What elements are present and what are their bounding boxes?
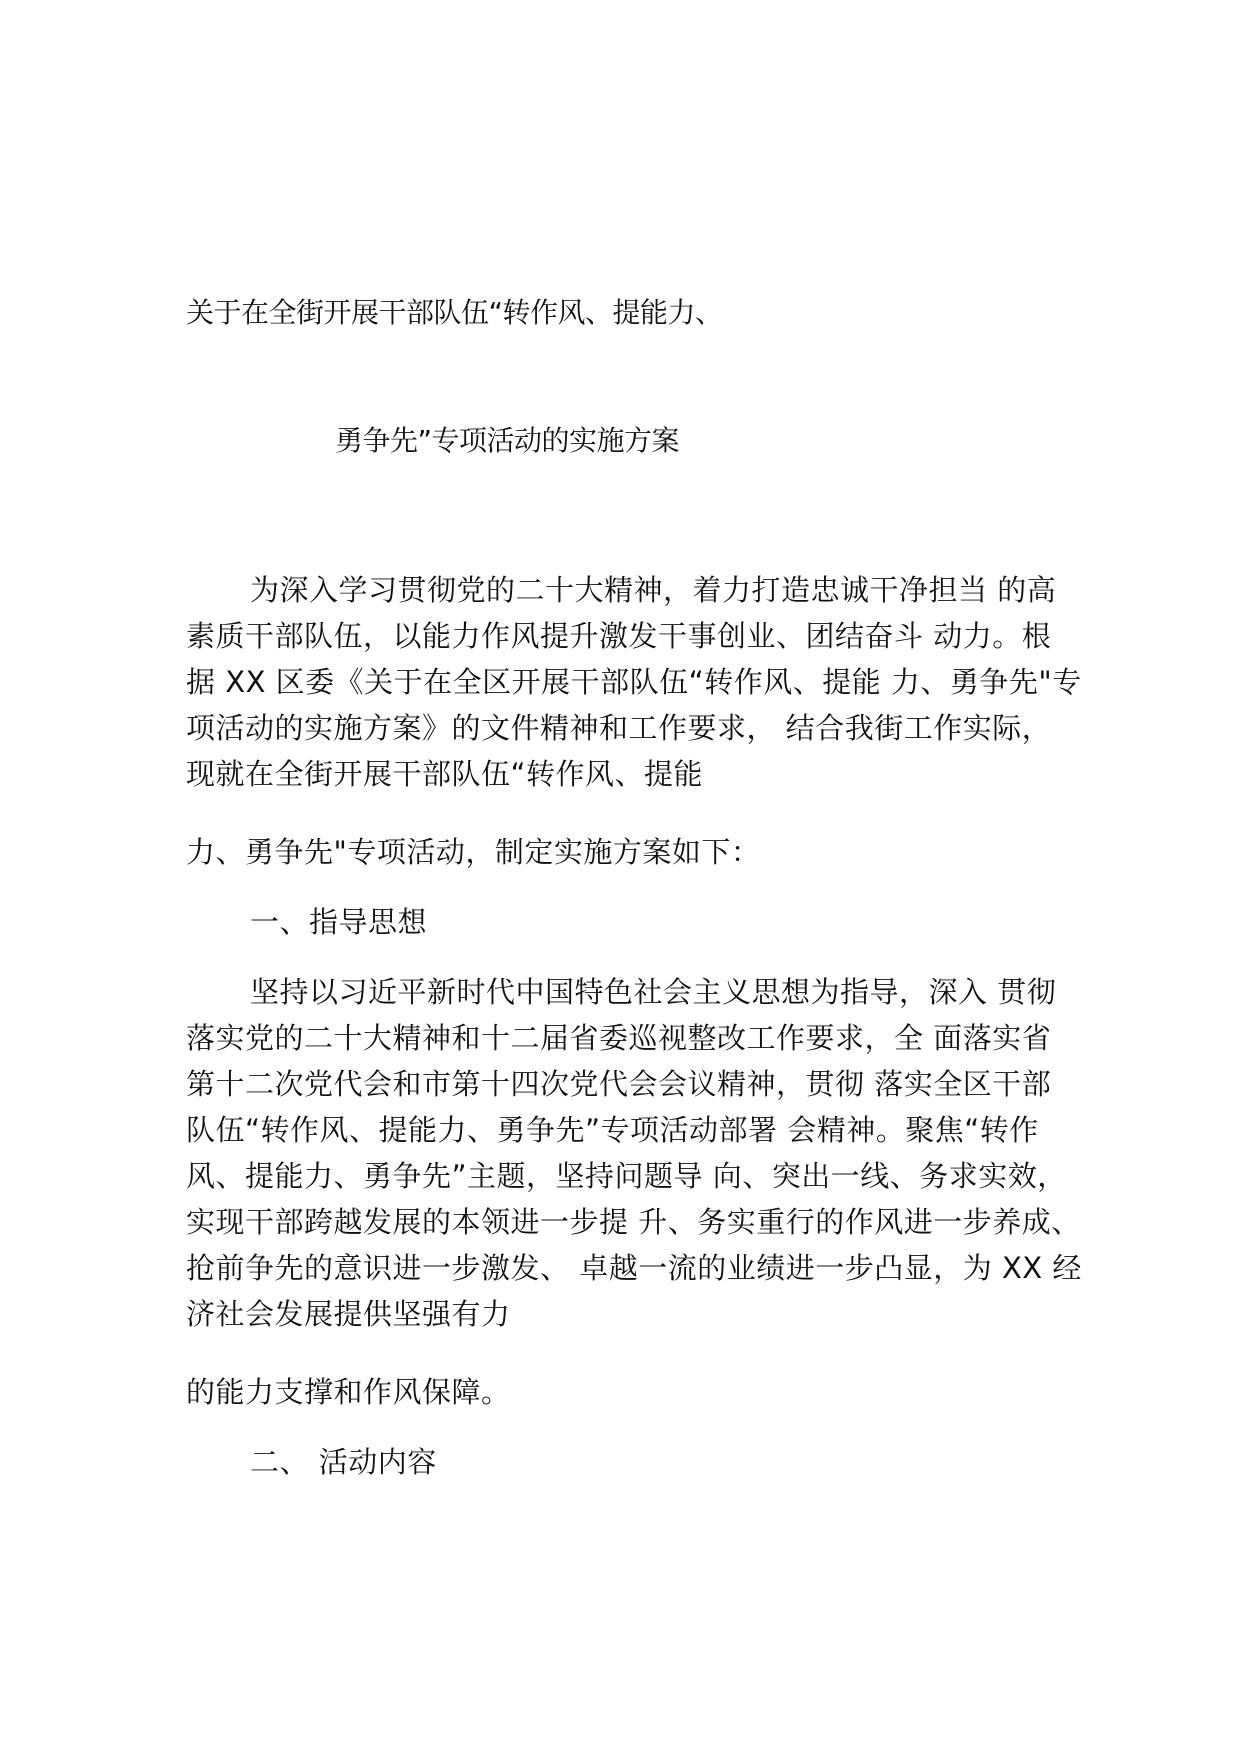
section-1-line: 队伍“转作风、提能力、勇争先”专项活动部署 会精神。聚焦“转作 [186, 1113, 1039, 1147]
section-1-line: 风、提能力、勇争先”主题，坚持问题导 向、突出一线、务求实效， [186, 1159, 1067, 1193]
section-1-line: 坚持以习近平新时代中国特色社会主义思想为指导，深入 贯彻 [250, 975, 1057, 1009]
section-1-line: 济社会发展提供坚强有力 [186, 1297, 511, 1331]
section-1-line: 第十二次党代会和市第十四次党代会会议精神，贯彻 落实全区干部 [186, 1067, 1052, 1101]
section-1-line: 抢前争先的意识进一步激发、 卓越一流的业绩进一步凸显，为 XX 经 [186, 1251, 1082, 1285]
title-line-2: 勇争先”专项活动的实施方案 [335, 424, 680, 457]
title-line-1: 关于在全街开展干部队伍“转作风、提能力、 [186, 296, 723, 329]
intro-line: 现就在全街开展干部队伍“转作风、提能 [186, 757, 704, 791]
section-1-heading: 一、指导思想 [250, 905, 428, 939]
intro-line: 为深入学习贯彻党的二十大精神，着力打造忠诚干净担当 的高 [250, 573, 1057, 607]
section-1-line: 的能力支撑和作风保障。 [186, 1375, 511, 1409]
section-2-heading: 二、 活动内容 [250, 1445, 437, 1479]
section-1-line: 落实党的二十大精神和十二届省委巡视整改工作要求，全 面落实省 [186, 1021, 1052, 1055]
intro-line: 力、勇争先"专项活动，制定实施方案如下： [186, 835, 761, 869]
intro-line: 据 XX 区委《关于在全区开展干部队伍“转作风、提能 力、勇争先"专 [186, 665, 1082, 699]
intro-line: 素质干部队伍，以能力作风提升激发干事创业、团结奋斗 动力。根 [186, 619, 1052, 653]
intro-line: 项活动的实施方案》的文件精神和工作要求， 结合我街工作实际， [186, 711, 1052, 745]
section-1-line: 实现干部跨越发展的本领进一步提 升、务实重行的作风进一步养成、 [186, 1205, 1081, 1239]
